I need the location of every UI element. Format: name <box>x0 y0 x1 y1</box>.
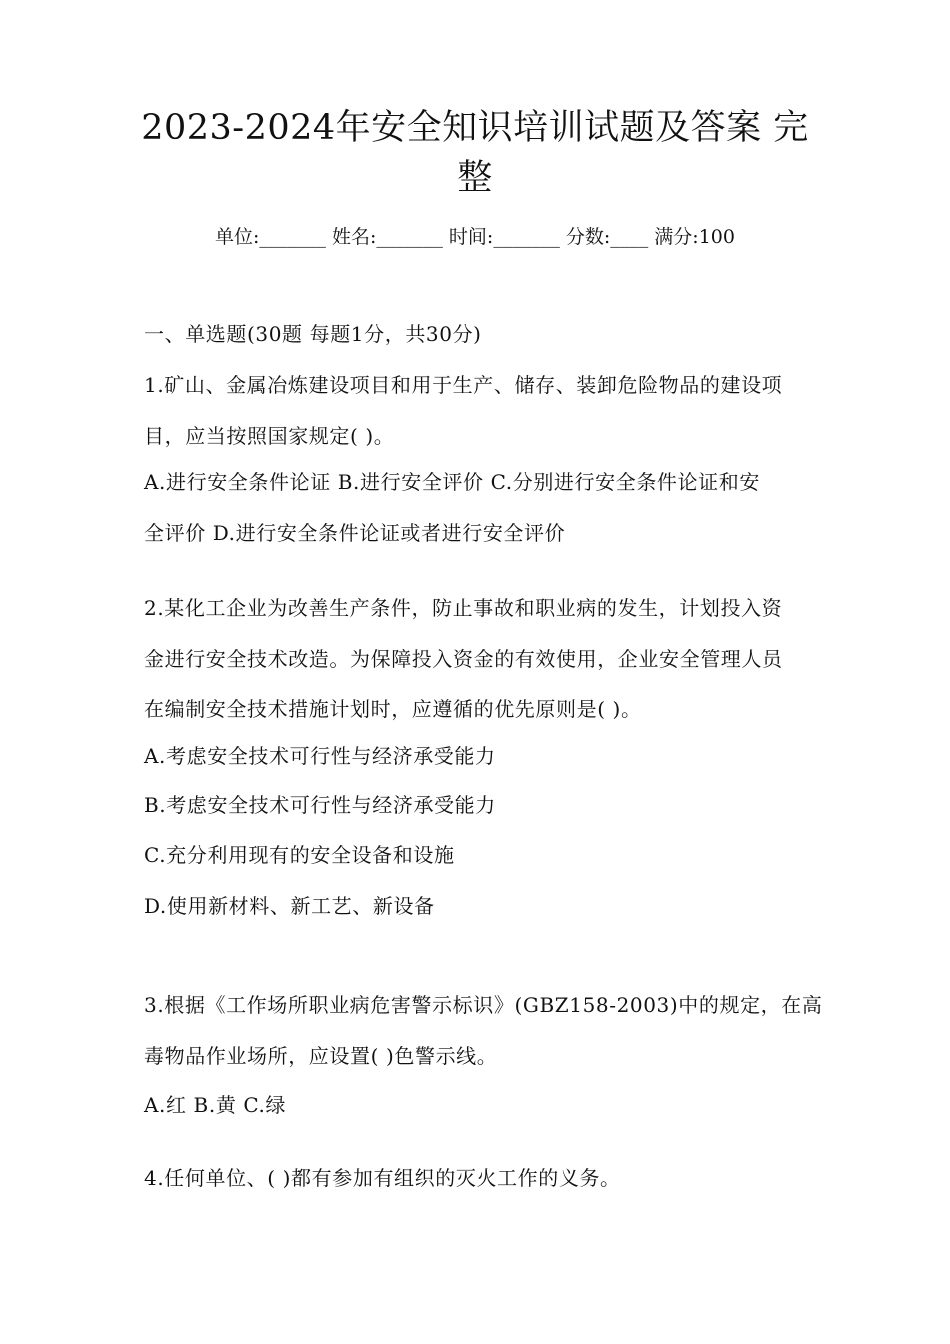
question-3-stem-line-1: 3.根据《工作场所职业病危害警示标识》(GBZ158-2003)中的规定，在高 <box>144 993 823 1017</box>
question-3-stem-line-2: 毒物品作业场所，应设置( )色警示线。 <box>144 1044 498 1068</box>
question-2-option-b: B.考虑安全技术可行性与经济承受能力 <box>144 793 496 817</box>
question-2-stem-line-1: 2.某化工企业为改善生产条件，防止事故和职业病的发生，计划投入资 <box>144 596 783 620</box>
document-title-line-1: 2023-2024年安全知识培训试题及答案 完 <box>141 108 809 148</box>
question-1-stem-line-2: 目，应当按照国家规定( )。 <box>144 424 395 448</box>
question-2-option-a: A.考虑安全技术可行性与经济承受能力 <box>144 744 496 768</box>
question-2-option-d: D.使用新材料、新工艺、新设备 <box>144 894 435 918</box>
question-1-options-line-2: 全评价 D.进行安全条件论证或者进行安全评价 <box>144 521 566 545</box>
question-1-options-line-1: A.进行安全条件论证 B.进行安全评价 C.分别进行安全条件论证和安 <box>144 470 760 494</box>
question-3-options: A.红 B.黄 C.绿 <box>144 1093 287 1117</box>
question-2-stem-line-2: 金进行安全技术改造。为保障投入资金的有效使用，企业安全管理人员 <box>144 647 783 671</box>
document-title-line-2: 整 <box>457 158 493 198</box>
question-2-option-c: C.充分利用现有的安全设备和设施 <box>144 843 455 867</box>
question-2-stem-line-3: 在编制安全技术措施计划时，应遵循的优先原则是( )。 <box>144 697 642 721</box>
section-heading: 一、单选题(30题 每题1分，共30分) <box>144 322 482 346</box>
question-4-stem-line-1: 4.任何单位、( )都有参加有组织的灭火工作的义务。 <box>144 1166 621 1190</box>
exam-info-line: 单位:_______ 姓名:_______ 时间:_______ 分数:____ 满分:100 <box>215 226 735 248</box>
question-1-stem-line-1: 1.矿山、金属冶炼建设项目和用于生产、储存、装卸危险物品的建设项 <box>144 373 783 397</box>
